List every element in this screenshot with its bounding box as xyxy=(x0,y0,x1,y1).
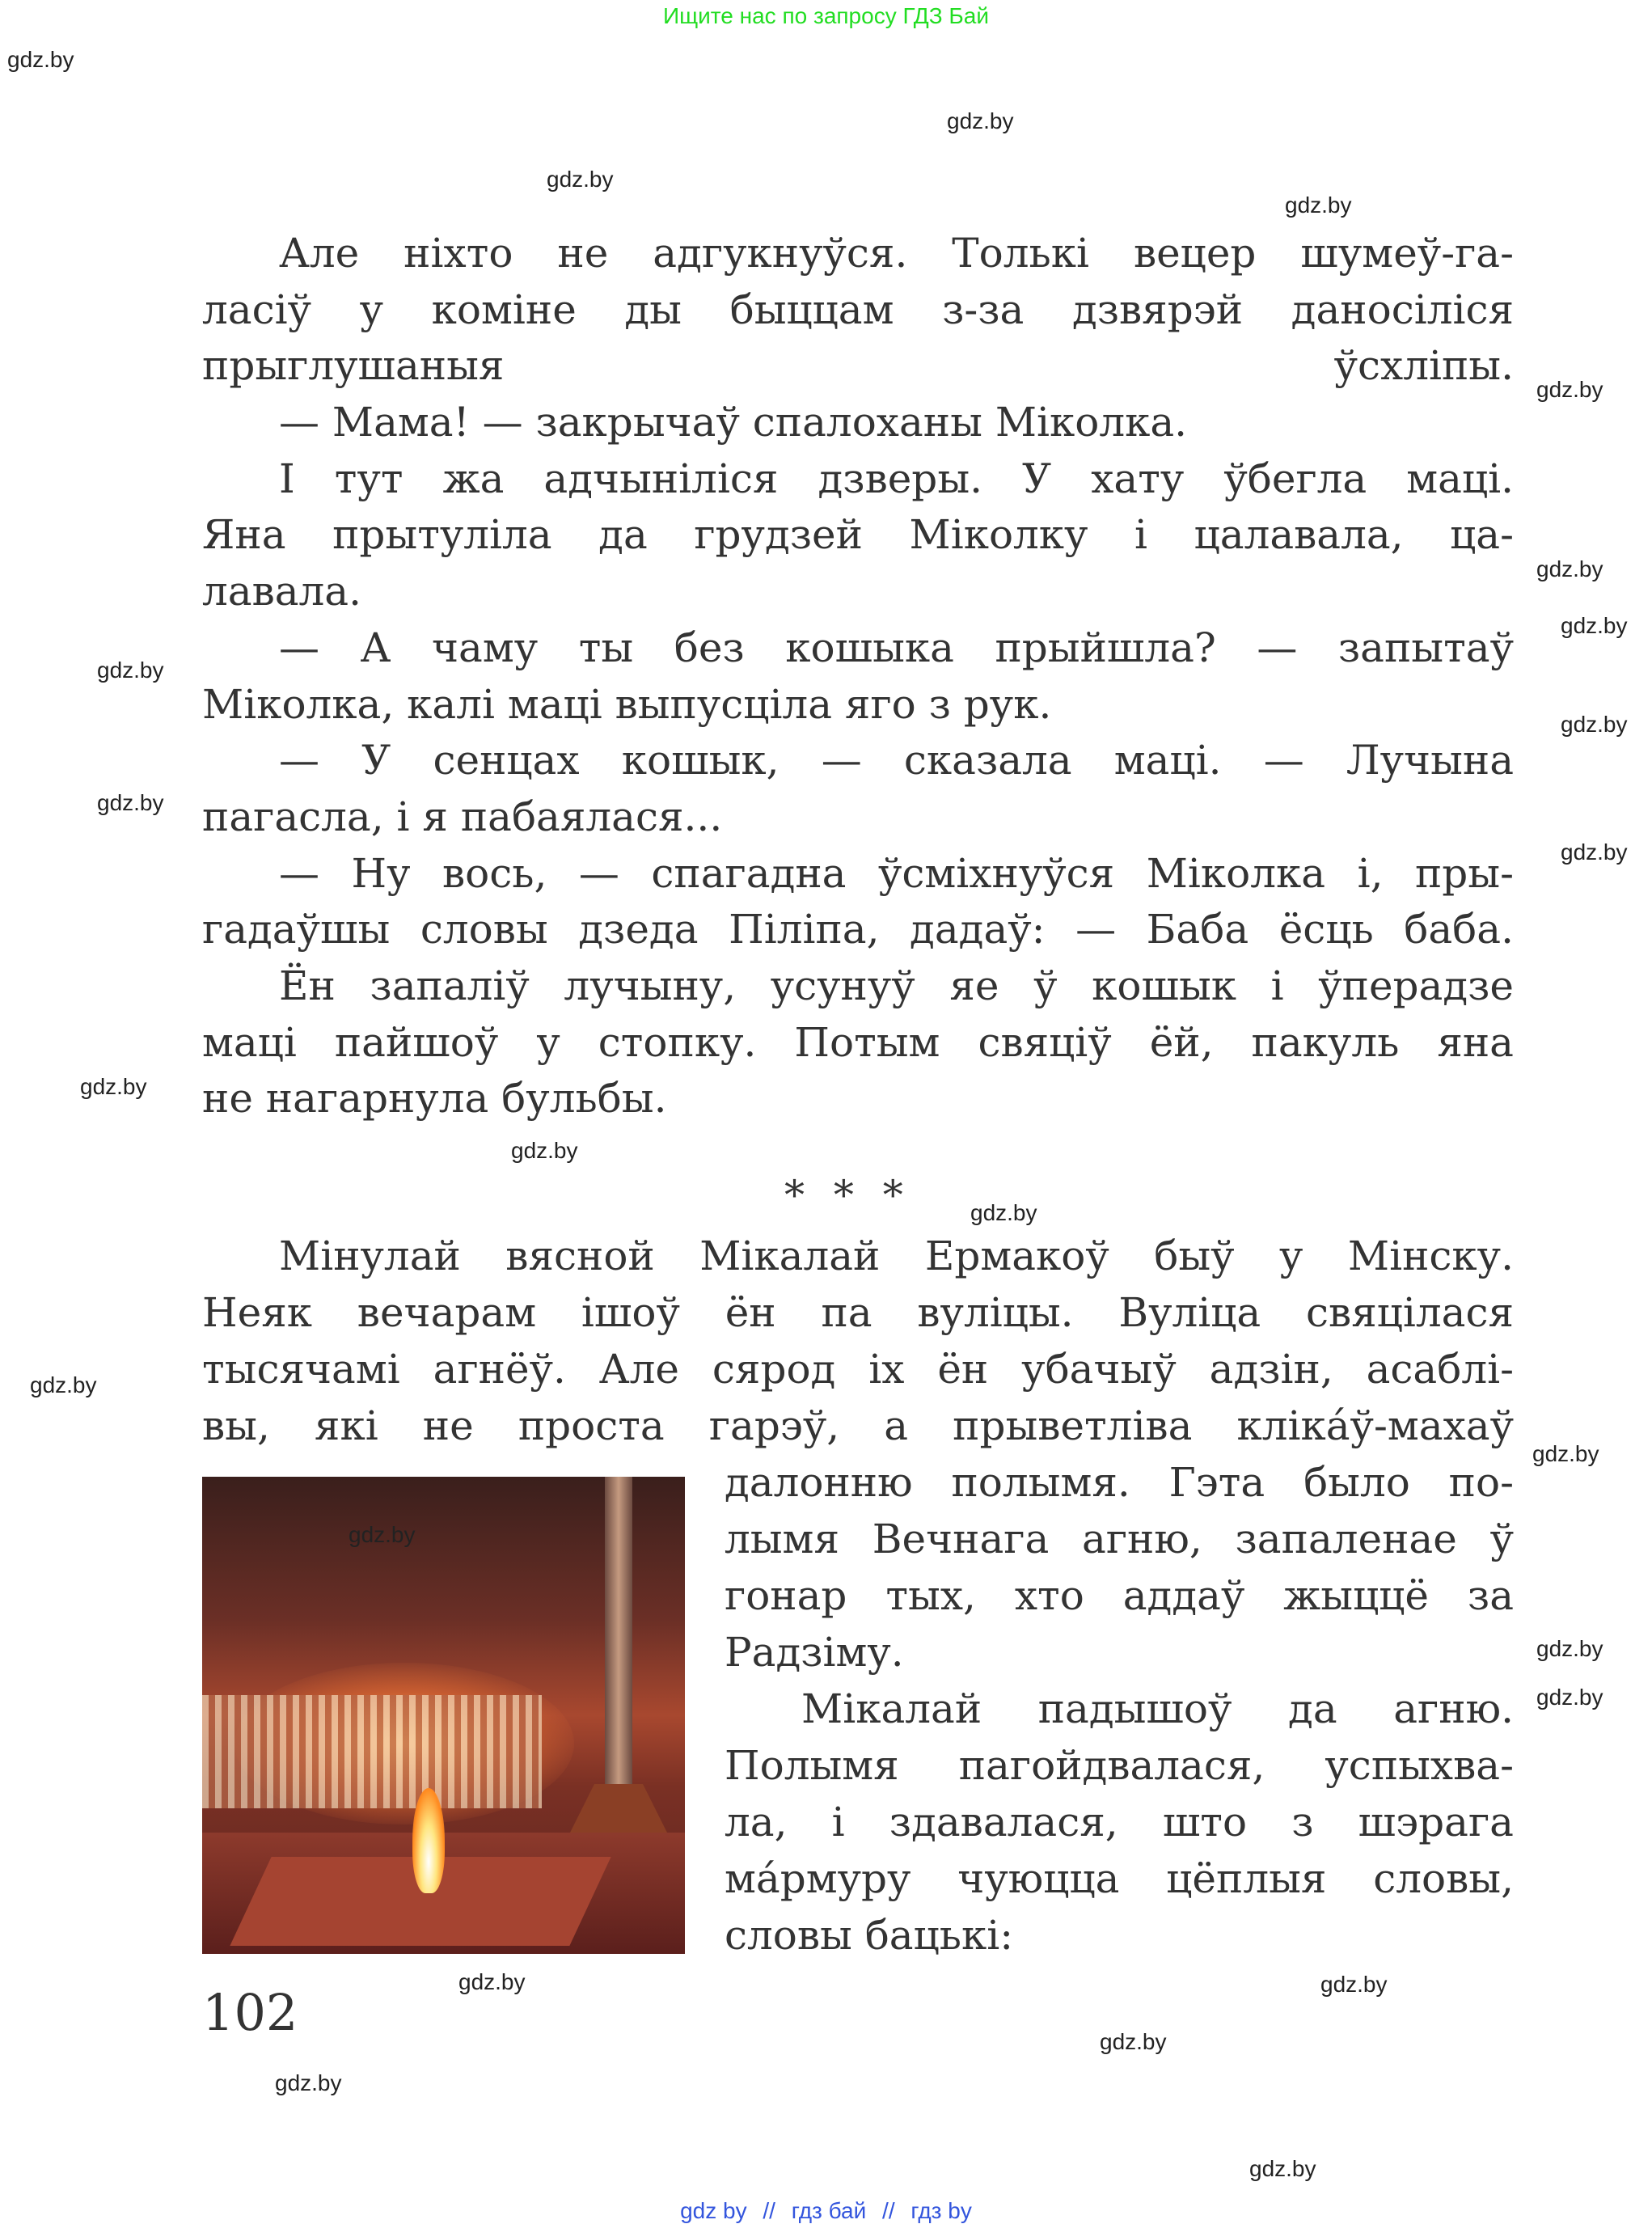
watermark-gdz-by: gdz.by xyxy=(80,1074,147,1099)
text-line: Полымя пагойдвалася, успыхва- xyxy=(725,1742,1514,1789)
watermark-gdz-by: gdz.by xyxy=(1285,192,1352,218)
text-line: Радзіму. xyxy=(725,1629,904,1676)
text-block-story-end xyxy=(202,225,1514,1127)
text-line: вы, які не проста гарэў, а прыветліва кліка́ў-махаў xyxy=(202,1402,1514,1449)
link-gdz-bai[interactable]: гдз бай xyxy=(791,2198,867,2223)
watermark-gdz-by: gdz.by xyxy=(1561,712,1628,737)
text-line: Мікалай падышоў да агню. xyxy=(801,1685,1514,1732)
section-separator: * * * xyxy=(784,1172,911,1219)
eternal-flame-photo xyxy=(202,1477,685,1954)
text-line: маці пайшоў у стопку. Потым свяціў ёй, пакуль яна xyxy=(202,1018,1514,1066)
text-block-eternal-flame xyxy=(725,1454,1514,1964)
text-line: гонар тых, хто аддаў жыццё за xyxy=(725,1572,1514,1619)
text-line: лымя Вечнага агню, запаленае ў xyxy=(725,1516,1514,1562)
link-gdz-by[interactable]: gdz by xyxy=(680,2198,747,2223)
watermark-gdz-by: gdz.by xyxy=(1320,1972,1388,1997)
text-line: прыглушаныя ўсхліпы. xyxy=(202,342,1514,390)
watermark-gdz-by: gdz.by xyxy=(1536,556,1603,581)
photo-obelisk xyxy=(605,1477,632,1824)
watermark-gdz-by: gdz.by xyxy=(7,47,74,72)
text-line: І тут жа адчыніліся дзверы. У хату ўбегла маці. xyxy=(279,455,1514,502)
text-line: далонню полымя. Гэта было по- xyxy=(725,1459,1514,1506)
watermark-gdz-by: gdz.by xyxy=(1100,2029,1167,2054)
text-line: гадаўшы словы дзеда Піліпа, дадаў: — Баба ёсць баба. xyxy=(202,906,1514,953)
text-line: — А чаму ты без кошыка прыйшла? — запытаў xyxy=(279,624,1514,671)
page-number: 102 xyxy=(202,1983,298,2042)
text-line: Міколка, калі маці выпусціла яго з рук. xyxy=(202,680,1052,728)
text-line: словы бацькі: xyxy=(725,1912,1014,1959)
photo-building xyxy=(202,1695,542,1808)
link-separator: // xyxy=(763,2198,775,2223)
watermark-gdz-by: gdz.by xyxy=(1532,1441,1599,1466)
photo-flame xyxy=(412,1788,445,1893)
watermark-gdz-by: gdz.by xyxy=(1561,839,1628,865)
text-line: Мінулай вясной Мікалай Ермакоў быў у Мінску. xyxy=(279,1233,1514,1279)
watermark-gdz-by: gdz.by xyxy=(1536,377,1603,402)
watermark-gdz-by: gdz.by xyxy=(458,1969,526,1994)
text-block-minsk xyxy=(202,1228,1514,1454)
text-line: Але ніхто не адгукнуўся. Толькі вецер шумеў-га- xyxy=(279,230,1514,277)
text-line: тысячамі агнёў. Але сярод іх ён убачыў адзін, асаблі- xyxy=(202,1346,1514,1393)
link-separator: // xyxy=(882,2198,895,2223)
text-line: Ён запаліў лучыну, усунуў яе ў кошык і ўперадзе xyxy=(279,962,1514,1009)
watermark-gdz-by: gdz.by xyxy=(97,790,164,815)
watermark-gdz-by: gdz.by xyxy=(275,2070,342,2095)
watermark-gdz-by: gdz.by xyxy=(1249,2156,1316,2181)
watermark-gdz-by: gdz.by xyxy=(511,1138,578,1163)
text-line: ласіў у коміне ды быццам з-за дзвярэй даносіліся xyxy=(202,285,1514,333)
watermark-gdz-by: gdz.by xyxy=(1561,613,1628,638)
text-line: — У сенцах кошык, — сказала маці. — Лучына xyxy=(279,737,1514,784)
text-line: Яна прытуліла да грудзей Міколку і цалавала, ца- xyxy=(202,511,1514,559)
watermark-gdz-by: gdz.by xyxy=(970,1200,1037,1225)
link-gdz-by-cyr[interactable]: гдз by xyxy=(911,2198,972,2223)
top-search-banner[interactable]: Ищите нас по запросу ГДЗ Бай xyxy=(662,3,990,28)
bottom-links xyxy=(0,2198,1652,2224)
text-line: Неяк вечарам ішоў ён па вуліцы. Вуліца свяцілася xyxy=(202,1289,1514,1336)
text-line: ла, і здавалася, што з шэрага xyxy=(725,1799,1514,1846)
watermark-gdz-by: gdz.by xyxy=(97,657,164,683)
text-line: — Мама! — закрычаў спалоханы Міколка. xyxy=(279,399,1188,446)
watermark-gdz-by: gdz.by xyxy=(349,1522,416,1547)
watermark-gdz-by: gdz.by xyxy=(1536,1685,1603,1710)
watermark-gdz-by: gdz.by xyxy=(547,167,614,192)
text-line: — Ну вось, — спагадна ўсміхнуўся Міколка і, пры- xyxy=(279,849,1514,897)
watermark-gdz-by: gdz.by xyxy=(947,108,1014,133)
text-line: лавала. xyxy=(202,568,361,615)
watermark-gdz-by: gdz.by xyxy=(30,1372,97,1397)
text-line: не нагарнула бульбы. xyxy=(202,1075,667,1123)
text-line: пагасла, і я пабаялася... xyxy=(202,793,723,840)
text-line: ма́рмуру чуюцца цёплыя словы, xyxy=(725,1855,1514,1902)
watermark-gdz-by: gdz.by xyxy=(1536,1636,1603,1661)
